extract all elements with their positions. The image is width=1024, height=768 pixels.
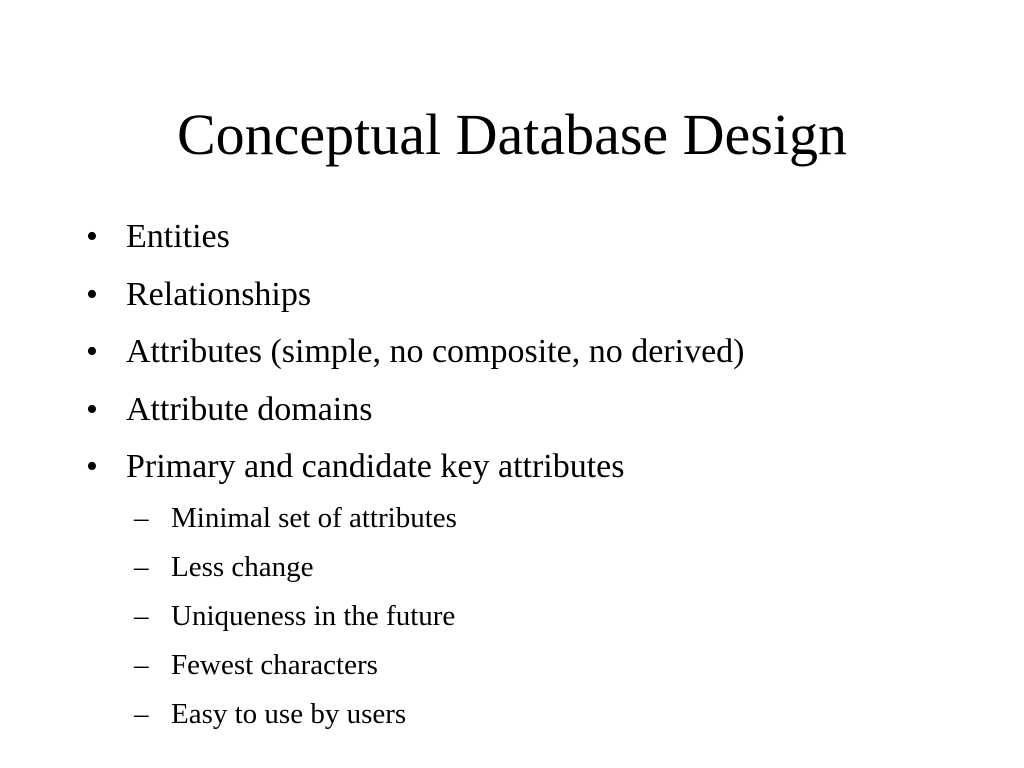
bullet-text: Attribute domains [126, 390, 373, 428]
bullet-marker: • [86, 333, 98, 370]
slide-title: Conceptual Database Design [176, 102, 847, 167]
bullet-text: Entities [126, 218, 230, 255]
bullet-text: Relationships [126, 275, 312, 313]
bullet-marker: • [86, 275, 98, 313]
sub-bullet-text: Easy to use by users [171, 698, 407, 730]
bullet-marker: • [86, 448, 98, 485]
sub-bullet-text: Uniqueness in the future [171, 600, 456, 632]
sub-bullet-marker: – [134, 502, 149, 534]
bullet-text: Primary and candidate key attributes [126, 448, 625, 485]
sub-bullet-marker: – [134, 551, 149, 583]
sub-bullet-marker: – [134, 649, 149, 681]
sub-bullet-marker: – [134, 698, 149, 730]
bullet-text: Attributes (simple, no composite, no derived) [126, 333, 745, 370]
bullet-marker: • [86, 390, 98, 428]
sub-bullet-marker: – [134, 600, 149, 632]
bullet-marker: • [86, 218, 98, 255]
sub-bullet-text: Less change [171, 551, 314, 583]
sub-bullet-text: Minimal set of attributes [171, 502, 457, 534]
sub-bullet-text: Fewest characters [171, 649, 378, 681]
